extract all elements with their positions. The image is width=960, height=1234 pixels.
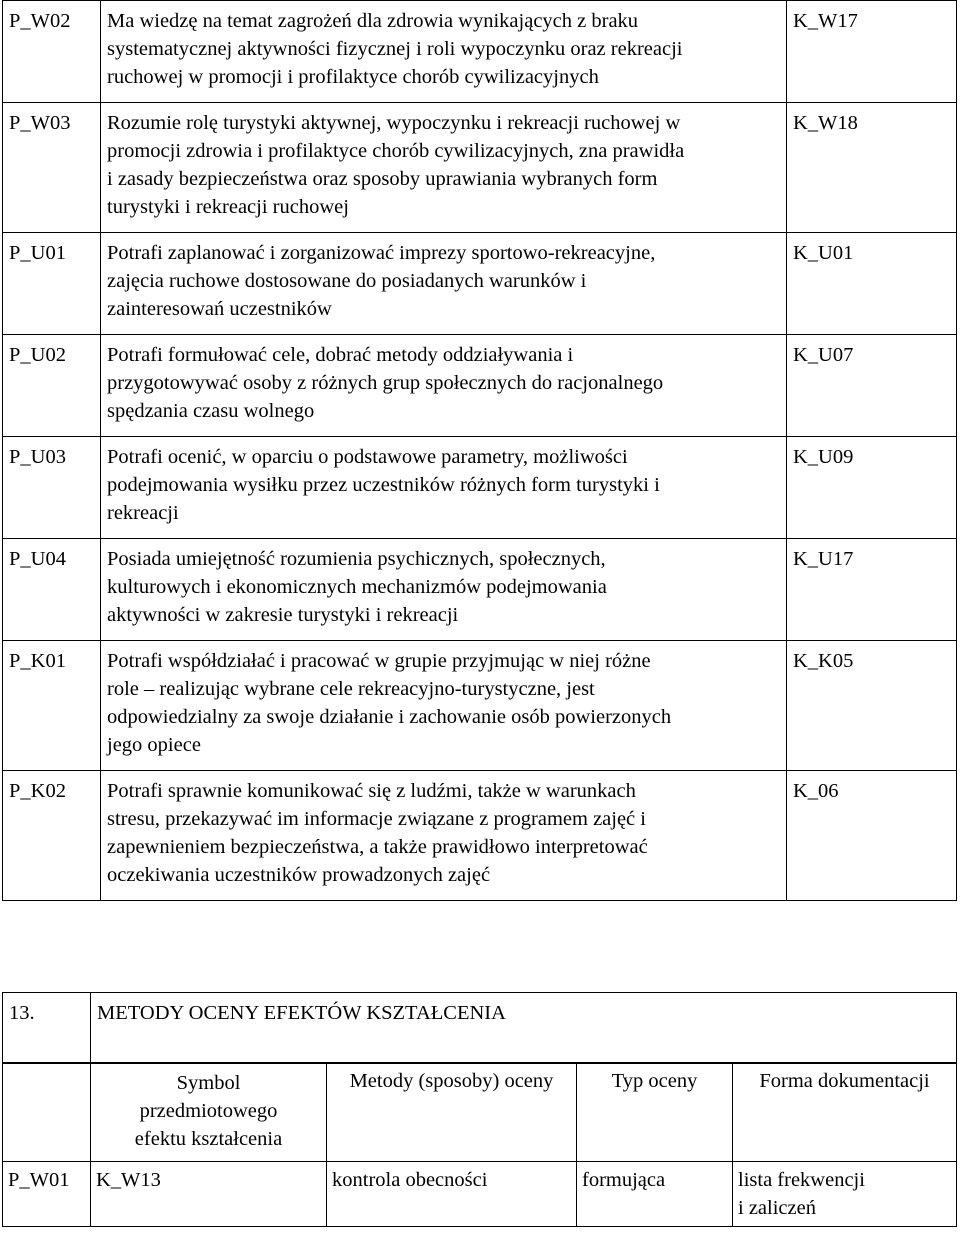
description-line: Potrafi formułować cele, dobrać metody oddziaływania i bbox=[107, 344, 574, 366]
table-row bbox=[3, 335, 957, 437]
description-line: Potrafi zaplanować i zorganizować imprezy sportowo-rekreacyjne, bbox=[107, 242, 656, 264]
description-line: zapewnieniem bezpieczeństwa, a także prawidłowo interpretować bbox=[107, 836, 648, 858]
effect-reference: K_06 bbox=[787, 771, 957, 901]
description-line: role – realizując wybrane cele rekreacyjno-turystyczne, jest bbox=[107, 678, 595, 700]
table-row bbox=[3, 539, 957, 641]
description-line: przygotowywać osoby z różnych grup społecznych do racjonalnego bbox=[107, 372, 664, 394]
description-line: systematycznej aktywności fizycznej i roli wypoczynku oraz rekreacji bbox=[107, 38, 683, 60]
section-title: METODY OCENY EFEKTÓW KSZTAŁCENIA bbox=[91, 993, 957, 1064]
type-header: Typ oceny bbox=[577, 1063, 733, 1162]
description-line: Posiada umiejętność rozumienia psychicznych, społecznych, bbox=[107, 548, 606, 570]
description-line: kulturowych i ekonomicznych mechanizmów podejmowania bbox=[107, 576, 607, 598]
description-line: odpowiedzialny za swoje działanie i zachowanie osób powierzonych bbox=[107, 706, 672, 728]
effect-description bbox=[101, 641, 787, 771]
table-row bbox=[3, 233, 957, 335]
description-line: turystyki i rekreacji ruchowej bbox=[107, 196, 349, 218]
effect-reference: K_U07 bbox=[787, 335, 957, 437]
empty-header-cell bbox=[3, 1063, 91, 1162]
description-line: oczekiwania uczestników prowadzonych zajęć bbox=[107, 864, 491, 886]
effect-reference: K_W17 bbox=[787, 1, 957, 103]
effect-description bbox=[101, 771, 787, 901]
effect-description bbox=[101, 103, 787, 233]
description-line: Potrafi ocenić, w oparciu o podstawowe parametry, możliwości bbox=[107, 446, 628, 468]
description-line: i zasady bezpieczeństwa oraz sposoby uprawiania wybranych form bbox=[107, 168, 658, 190]
effect-code: P_U03 bbox=[3, 437, 101, 539]
effect-reference: K_W13 bbox=[91, 1162, 327, 1227]
effect-description bbox=[101, 539, 787, 641]
effect-description bbox=[101, 1, 787, 103]
section-number: 13. bbox=[3, 993, 91, 1064]
assessment-methods-table bbox=[2, 1062, 957, 1227]
effect-code: P_W01 bbox=[3, 1162, 91, 1227]
description-line: zainteresowań uczestników bbox=[107, 298, 332, 320]
description-line: Potrafi sprawnie komunikować się z ludźmi, także w warunkach bbox=[107, 780, 636, 802]
effect-description bbox=[101, 335, 787, 437]
description-line: aktywności w zakresie turystyki i rekreacji bbox=[107, 604, 459, 626]
description-line: Potrafi współdziałać i pracować w grupie przyjmując w niej różne bbox=[107, 650, 651, 672]
effect-code: P_U04 bbox=[3, 539, 101, 641]
effect-code: P_K02 bbox=[3, 771, 101, 901]
effect-reference: K_U09 bbox=[787, 437, 957, 539]
table-row bbox=[3, 771, 957, 901]
table-row bbox=[3, 103, 957, 233]
description-line: rekreacji bbox=[107, 502, 179, 524]
assessment-type: formująca bbox=[577, 1162, 733, 1227]
symbol-header: Symbol przedmiotowego efektu kształcenia bbox=[91, 1063, 327, 1162]
effect-code: P_K01 bbox=[3, 641, 101, 771]
table-row bbox=[3, 641, 957, 771]
table-row bbox=[3, 437, 957, 539]
effect-code: P_U01 bbox=[3, 233, 101, 335]
effect-code: P_W02 bbox=[3, 1, 101, 103]
description-line: podejmowania wysiłku przez uczestników różnych form turystyki i bbox=[107, 474, 660, 496]
effect-description bbox=[101, 437, 787, 539]
description-line: jego opiece bbox=[107, 734, 201, 756]
description-line: ruchowej w promocji i profilaktyce chorób cywilizacyjnych bbox=[107, 66, 599, 88]
table-row bbox=[3, 1, 957, 103]
description-line: zajęcia ruchowe dostosowane do posiadanych warunków i bbox=[107, 270, 587, 292]
effect-description bbox=[101, 233, 787, 335]
effect-code: P_U02 bbox=[3, 335, 101, 437]
description-line: Ma wiedzę na temat zagrożeń dla zdrowia wynikających z braku bbox=[107, 10, 639, 32]
effect-reference: K_K05 bbox=[787, 641, 957, 771]
form-header: Forma dokumentacji bbox=[733, 1063, 957, 1162]
documentation-form: lista frekwencji i zaliczeń bbox=[733, 1162, 957, 1227]
assessment-method: kontrola obecności bbox=[327, 1162, 577, 1227]
description-line: promocji zdrowia i profilaktyce chorób cywilizacyjnych, zna prawidła bbox=[107, 140, 685, 162]
section-13-header bbox=[2, 992, 957, 1064]
description-line: stresu, przekazywać im informacje związane z programem zajęć i bbox=[107, 808, 646, 830]
description-line: spędzania czasu wolnego bbox=[107, 400, 315, 422]
table-row bbox=[3, 1162, 957, 1227]
effect-reference: K_U01 bbox=[787, 233, 957, 335]
effect-code: P_W03 bbox=[3, 103, 101, 233]
description-line: Rozumie rolę turystyki aktywnej, wypoczynku i rekreacji ruchowej w bbox=[107, 112, 681, 134]
learning-effects-table bbox=[2, 0, 957, 901]
effect-reference: K_W18 bbox=[787, 103, 957, 233]
methods-header: Metody (sposoby) oceny bbox=[327, 1063, 577, 1162]
effect-reference: K_U17 bbox=[787, 539, 957, 641]
